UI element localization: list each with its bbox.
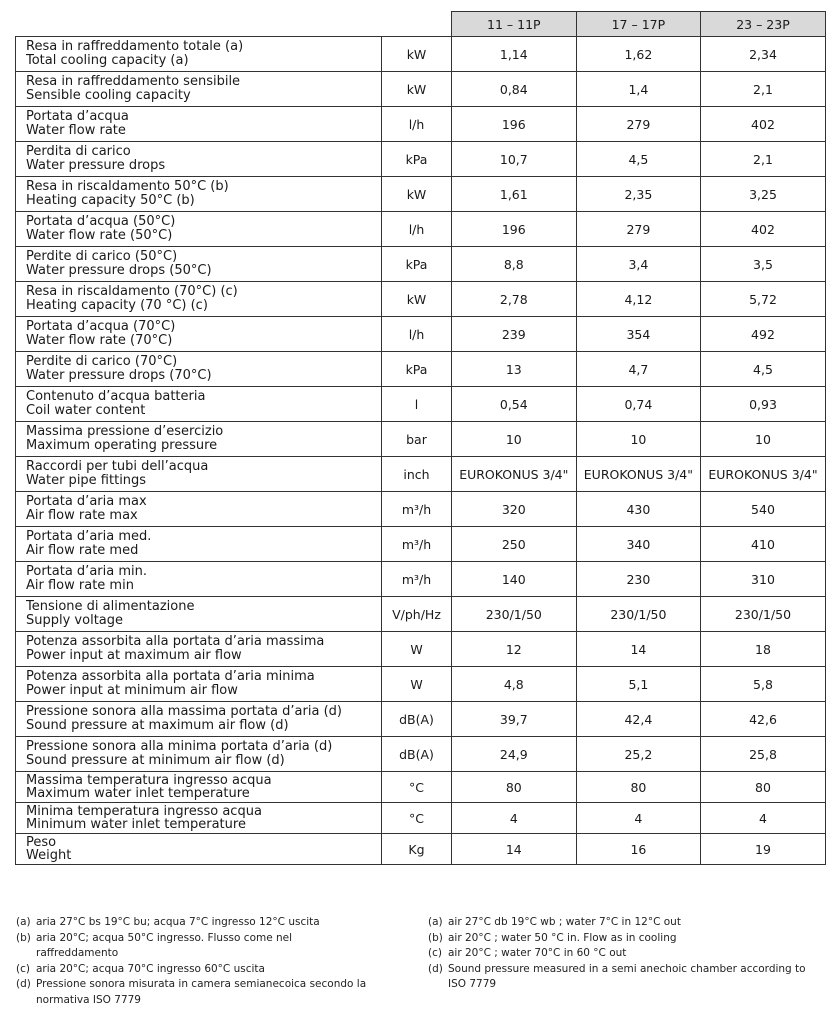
- parameter-label-it: Potenza assorbita alla portata d’aria minima: [26, 669, 315, 684]
- footnote-tag: (c): [16, 962, 30, 975]
- parameter-label-it: Portata d’aria min.: [26, 564, 147, 579]
- value-cell: 2,34: [701, 37, 826, 72]
- value-cell: 80: [701, 772, 826, 803]
- parameter-label-en: Air flow rate max: [26, 508, 138, 523]
- model-header: 11 – 11P: [452, 12, 577, 37]
- table-row: [16, 597, 826, 632]
- footnote-text: Pressione sonora misurata in camera semianecoica secondo la normativa ISO 7779: [36, 978, 367, 1006]
- parameter-label-it: Portata d’aria med.: [26, 529, 152, 544]
- table-row: [16, 737, 826, 772]
- footnote-text: air 27°C db 19°C wb ; water 7°C in 12°C out: [448, 916, 681, 928]
- parameter-cell: [16, 247, 382, 282]
- header-blank: [382, 12, 452, 37]
- parameter-cell: [16, 422, 382, 457]
- unit-cell: kPa: [382, 142, 452, 177]
- value-cell: 5,8: [701, 667, 826, 702]
- parameter-label-it: Pressione sonora alla minima portata d’aria (d): [26, 739, 333, 754]
- parameter-label-it: Massima temperatura ingresso acqua: [26, 773, 272, 788]
- parameter-cell: [16, 632, 382, 667]
- unit-cell: dB(A): [382, 737, 452, 772]
- parameter-label-en: Minimum water inlet temperature: [26, 817, 246, 832]
- footnote: [428, 915, 826, 931]
- value-cell: 13: [452, 352, 577, 387]
- parameter-label-en: Supply voltage: [26, 613, 124, 628]
- model-header: 17 – 17P: [576, 12, 701, 37]
- parameter-cell: [16, 387, 382, 422]
- parameter-cell: [16, 107, 382, 142]
- table-row: [16, 562, 826, 597]
- value-cell: 230/1/50: [576, 597, 701, 632]
- value-cell: 0,84: [452, 72, 577, 107]
- footnote: [428, 962, 826, 993]
- value-cell: 5,1: [576, 667, 701, 702]
- footnote: [428, 946, 826, 962]
- value-cell: 340: [576, 527, 701, 562]
- parameter-label-it: Portata d’acqua: [26, 109, 129, 124]
- parameter-label-it: Portata d’acqua (70°C): [26, 319, 176, 334]
- footnote: [16, 977, 376, 1008]
- value-cell: 3,25: [701, 177, 826, 212]
- parameter-cell: [16, 492, 382, 527]
- value-cell: 540: [701, 492, 826, 527]
- parameter-label-it: Potenza assorbita alla portata d’aria massima: [26, 634, 325, 649]
- footnote: [16, 962, 376, 978]
- value-cell: 239: [452, 317, 577, 352]
- footnote: [16, 931, 376, 962]
- value-cell: 4,7: [576, 352, 701, 387]
- value-cell: 25,8: [701, 737, 826, 772]
- value-cell: 402: [701, 107, 826, 142]
- parameter-cell: [16, 282, 382, 317]
- parameter-label-it: Tensione di alimentazione: [26, 599, 195, 614]
- parameter-cell: [16, 803, 382, 834]
- footnote: [16, 915, 376, 931]
- table-row: [16, 142, 826, 177]
- parameter-cell: [16, 72, 382, 107]
- value-cell: 42,6: [701, 702, 826, 737]
- parameter-label-en: Water pressure drops: [26, 158, 166, 173]
- table-row: [16, 352, 826, 387]
- unit-cell: kW: [382, 37, 452, 72]
- value-cell: EUROKONUS 3/4": [452, 457, 577, 492]
- footnote-tag: (d): [428, 962, 443, 975]
- value-cell: 279: [576, 107, 701, 142]
- value-cell: 402: [701, 212, 826, 247]
- unit-cell: m³/h: [382, 492, 452, 527]
- table-row: [16, 247, 826, 282]
- value-cell: EUROKONUS 3/4": [576, 457, 701, 492]
- value-cell: 80: [576, 772, 701, 803]
- parameter-label-it: Perdite di carico (50°C): [26, 249, 178, 264]
- value-cell: 354: [576, 317, 701, 352]
- value-cell: 10: [701, 422, 826, 457]
- value-cell: 3,4: [576, 247, 701, 282]
- value-cell: 18: [701, 632, 826, 667]
- parameter-label-en: Power input at minimum air flow: [26, 683, 238, 698]
- unit-cell: W: [382, 667, 452, 702]
- value-cell: 8,8: [452, 247, 577, 282]
- value-cell: 1,4: [576, 72, 701, 107]
- table-row: [16, 632, 826, 667]
- parameter-label-en: Water pipe fittings: [26, 473, 147, 488]
- parameter-label-it: Resa in riscaldamento (70°C) (c): [26, 284, 238, 299]
- parameter-label-it: Resa in raffreddamento totale (a): [26, 39, 244, 54]
- value-cell: 25,2: [576, 737, 701, 772]
- table-row: [16, 803, 826, 834]
- unit-cell: kW: [382, 72, 452, 107]
- parameter-label-it: Peso: [26, 835, 57, 850]
- value-cell: 279: [576, 212, 701, 247]
- value-cell: 42,4: [576, 702, 701, 737]
- footnote-tag: (a): [428, 916, 443, 928]
- value-cell: 0,54: [452, 387, 577, 422]
- value-cell: 4,8: [452, 667, 577, 702]
- value-cell: 39,7: [452, 702, 577, 737]
- parameter-cell: [16, 834, 382, 865]
- footnote-tag: (d): [16, 978, 31, 990]
- parameter-label-en: Water flow rate (50°C): [26, 228, 173, 243]
- parameter-cell: [16, 527, 382, 562]
- parameter-cell: [16, 142, 382, 177]
- table-row: [16, 834, 826, 865]
- parameter-label-en: Air flow rate min: [26, 578, 134, 593]
- value-cell: 4: [576, 803, 701, 834]
- value-cell: 430: [576, 492, 701, 527]
- parameter-label-en: Total cooling capacity (a): [26, 53, 189, 68]
- value-cell: 5,72: [701, 282, 826, 317]
- parameter-label-it: Massima pressione d’esercizio: [26, 424, 224, 439]
- table-row: [16, 212, 826, 247]
- table-row: [16, 72, 826, 107]
- value-cell: 250: [452, 527, 577, 562]
- value-cell: 4,5: [701, 352, 826, 387]
- parameter-cell: [16, 212, 382, 247]
- parameter-label-it: Resa in raffreddamento sensibile: [26, 74, 241, 89]
- footnote-tag: (a): [16, 916, 31, 928]
- header-row: [16, 12, 826, 37]
- spec-table: [15, 11, 826, 865]
- parameter-cell: [16, 177, 382, 212]
- unit-cell: V/ph/Hz: [382, 597, 452, 632]
- value-cell: 14: [576, 632, 701, 667]
- parameter-cell: [16, 737, 382, 772]
- parameter-cell: [16, 702, 382, 737]
- unit-cell: l/h: [382, 212, 452, 247]
- value-cell: 492: [701, 317, 826, 352]
- footnote-text: aria 27°C bs 19°C bu; acqua 7°C ingresso 12°C uscita: [36, 916, 320, 928]
- parameter-label-en: Coil water content: [26, 403, 146, 418]
- footnote-text: aria 20°C; acqua 50°C ingresso. Flusso come nel raffreddamento: [36, 931, 293, 959]
- table-row: [16, 527, 826, 562]
- value-cell: 2,35: [576, 177, 701, 212]
- unit-cell: dB(A): [382, 702, 452, 737]
- parameter-label-en: Water flow rate: [26, 123, 126, 138]
- value-cell: 12: [452, 632, 577, 667]
- unit-cell: °C: [382, 772, 452, 803]
- parameter-label-en: Maximum operating pressure: [26, 438, 218, 453]
- parameter-cell: [16, 37, 382, 72]
- parameter-label-it: Perdite di carico (70°C): [26, 354, 178, 369]
- table-row: [16, 772, 826, 803]
- parameter-label-it: Contenuto d’acqua batteria: [26, 389, 206, 404]
- value-cell: 80: [452, 772, 577, 803]
- value-cell: 4: [452, 803, 577, 834]
- value-cell: 1,62: [576, 37, 701, 72]
- unit-cell: l/h: [382, 317, 452, 352]
- parameter-cell: [16, 597, 382, 632]
- table-row: [16, 387, 826, 422]
- parameter-cell: [16, 772, 382, 803]
- parameter-label-en: Sound pressure at minimum air flow (d): [26, 753, 285, 768]
- footnote-text: air 20°C ; water 70°C in 60 °C out: [448, 947, 627, 959]
- spec-body: [16, 37, 826, 865]
- footnote-text: Sound pressure measured in a semi anechoic chamber according to ISO 7779: [448, 962, 806, 990]
- unit-cell: m³/h: [382, 562, 452, 597]
- parameter-label-it: Perdita di carico: [26, 144, 131, 159]
- table-row: [16, 37, 826, 72]
- value-cell: 14: [452, 834, 577, 865]
- value-cell: 10: [452, 422, 577, 457]
- parameter-label-en: Air flow rate med: [26, 543, 139, 558]
- value-cell: 320: [452, 492, 577, 527]
- parameter-label-en: Sensible cooling capacity: [26, 88, 191, 103]
- footnote-tag: (b): [428, 931, 443, 944]
- value-cell: 230/1/50: [452, 597, 577, 632]
- unit-cell: l/h: [382, 107, 452, 142]
- unit-cell: kPa: [382, 352, 452, 387]
- value-cell: 24,9: [452, 737, 577, 772]
- parameter-label-it: Pressione sonora alla massima portata d’aria (d): [26, 704, 342, 719]
- value-cell: 19: [701, 834, 826, 865]
- table-row: [16, 492, 826, 527]
- parameter-cell: [16, 457, 382, 492]
- parameter-label-en: Water pressure drops (50°C): [26, 263, 212, 278]
- footnote-tag: (b): [16, 931, 31, 944]
- parameter-label-en: Heating capacity (70 °C) (c): [26, 298, 208, 313]
- unit-cell: l: [382, 387, 452, 422]
- value-cell: EUROKONUS 3/4": [701, 457, 826, 492]
- value-cell: 1,61: [452, 177, 577, 212]
- value-cell: 0,93: [701, 387, 826, 422]
- value-cell: 196: [452, 107, 577, 142]
- value-cell: 10: [576, 422, 701, 457]
- value-cell: 2,78: [452, 282, 577, 317]
- value-cell: 4: [701, 803, 826, 834]
- value-cell: 2,1: [701, 142, 826, 177]
- parameter-cell: [16, 317, 382, 352]
- footnote: [428, 931, 826, 947]
- value-cell: 4,5: [576, 142, 701, 177]
- table-row: [16, 457, 826, 492]
- value-cell: 16: [576, 834, 701, 865]
- parameter-label-en: Water flow rate (70°C): [26, 333, 173, 348]
- table-row: [16, 317, 826, 352]
- table-row: [16, 702, 826, 737]
- parameter-label-it: Portata d’aria max: [26, 494, 147, 509]
- footnote-tag: (c): [428, 947, 442, 959]
- parameter-cell: [16, 667, 382, 702]
- value-cell: 4,12: [576, 282, 701, 317]
- value-cell: 230/1/50: [701, 597, 826, 632]
- header-blank: [16, 12, 382, 37]
- unit-cell: W: [382, 632, 452, 667]
- value-cell: 0,74: [576, 387, 701, 422]
- value-cell: 3,5: [701, 247, 826, 282]
- parameter-label-it: Resa in riscaldamento 50°C (b): [26, 179, 229, 194]
- notes-italian: [16, 915, 376, 1008]
- parameter-label-en: Water pressure drops (70°C): [26, 368, 212, 383]
- value-cell: 410: [701, 527, 826, 562]
- footnote-text: aria 20°C; acqua 70°C ingresso 60°C uscita: [36, 962, 265, 975]
- unit-cell: °C: [382, 803, 452, 834]
- unit-cell: bar: [382, 422, 452, 457]
- parameter-label-it: Minima temperatura ingresso acqua: [26, 804, 262, 819]
- value-cell: 196: [452, 212, 577, 247]
- value-cell: 2,1: [701, 72, 826, 107]
- table-row: [16, 282, 826, 317]
- unit-cell: m³/h: [382, 527, 452, 562]
- unit-cell: Kg: [382, 834, 452, 865]
- parameter-label-en: Maximum water inlet temperature: [26, 786, 250, 801]
- notes-english: [428, 915, 826, 993]
- unit-cell: kPa: [382, 247, 452, 282]
- value-cell: 310: [701, 562, 826, 597]
- parameter-cell: [16, 562, 382, 597]
- unit-cell: kW: [382, 282, 452, 317]
- table-row: [16, 107, 826, 142]
- unit-cell: kW: [382, 177, 452, 212]
- table-row: [16, 422, 826, 457]
- parameter-label-en: Heating capacity 50°C (b): [26, 193, 195, 208]
- parameter-label-en: Sound pressure at maximum air flow (d): [26, 718, 289, 733]
- unit-cell: inch: [382, 457, 452, 492]
- value-cell: 10,7: [452, 142, 577, 177]
- value-cell: 230: [576, 562, 701, 597]
- table-row: [16, 177, 826, 212]
- model-header: 23 – 23P: [701, 12, 826, 37]
- parameter-label-en: Power input at maximum air flow: [26, 648, 242, 663]
- footnote-text: air 20°C ; water 50 °C in. Flow as in cooling: [448, 931, 677, 944]
- parameter-label-en: Weight: [26, 848, 72, 863]
- table-row: [16, 667, 826, 702]
- parameter-label-it: Raccordi per tubi dell’acqua: [26, 459, 209, 474]
- value-cell: 1,14: [452, 37, 577, 72]
- value-cell: 140: [452, 562, 577, 597]
- parameter-cell: [16, 352, 382, 387]
- parameter-label-it: Portata d’acqua (50°C): [26, 214, 176, 229]
